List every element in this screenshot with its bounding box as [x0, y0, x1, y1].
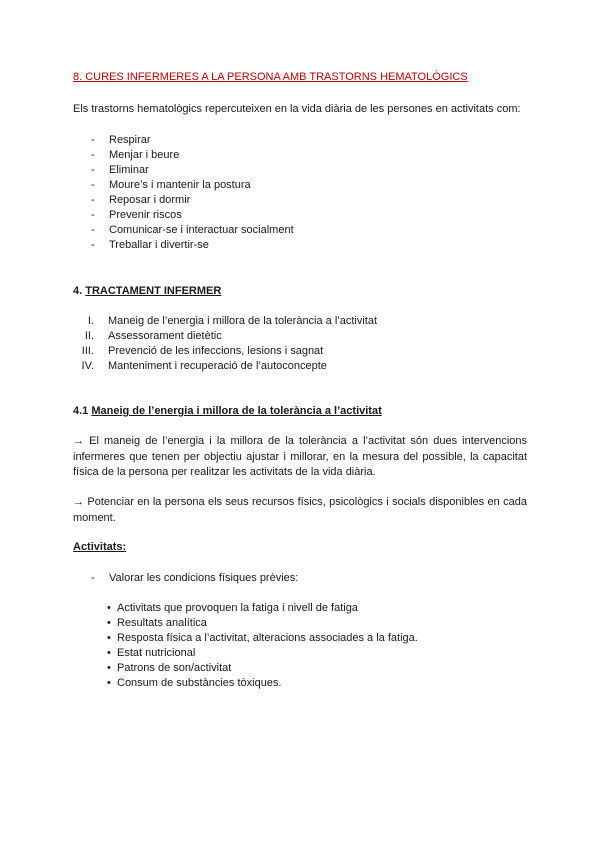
bullet-marker: • — [107, 602, 111, 614]
list-item: - Moure’s i mantenir la postura — [91, 179, 251, 191]
list-item: - Respirar — [91, 134, 151, 146]
dash-marker: - — [91, 224, 95, 236]
bullet-marker: • — [107, 647, 111, 659]
list-item: - Eliminar — [91, 164, 149, 176]
dash-marker: - — [91, 164, 95, 176]
dash-marker: - — [91, 194, 95, 206]
paragraph-energy-management: → El maneig de l’energia i la millora de la tolerància a l’activitat són dues intervencions infermeres que tenen per objectiu ajustar i millorar, en la mesura del possible, la capacitat física de la persona per realitzar les activitats de la vida diària. — [73, 435, 527, 478]
bullet-item: • Estat nutricional — [107, 647, 196, 659]
list-item: - Comunicar-se i interactuar socialment — [91, 224, 294, 236]
dash-marker: - — [91, 149, 95, 161]
sub-list-item: - Valorar les condicions físiques prèvies: — [91, 572, 299, 584]
paragraph-resources: → Potenciar en la persona els seus recursos físics, psicològics i socials disponibles en cada moment. — [73, 496, 527, 524]
bullet-marker: • — [107, 677, 111, 689]
bullet-item: • Resposta física a l’activitat, alteracions associades a la fatiga. — [107, 632, 418, 644]
list-item: - Treballar i divertir-se — [91, 239, 209, 251]
section-4-1-heading: 4.1 Maneig de l’energia i millora de la tolerància a l’activitat — [73, 405, 382, 417]
dash-marker: - — [91, 572, 95, 584]
bullet-marker: • — [107, 662, 111, 674]
list-item: - Menjar i beure — [91, 149, 180, 161]
roman-list-item: II. Assessorament dietètic — [84, 330, 222, 342]
bullet-marker: • — [107, 632, 111, 644]
section-8-title: 8. CURES INFERMERES A LA PERSONA AMB TRASTORNS HEMATOLÒGICS — [73, 71, 468, 83]
dash-marker: - — [91, 239, 95, 251]
bullet-marker: • — [107, 617, 111, 629]
roman-list-item: I. Maneig de l’energia i millora de la tolerància a l’activitat — [87, 315, 378, 327]
section-4-heading: 4. TRACTAMENT INFERMER — [73, 285, 222, 297]
list-item: - Reposar i dormir — [91, 194, 191, 206]
dash-marker: - — [91, 179, 95, 191]
roman-list-item: III. Prevenció de les infeccions, lesions i sagnat — [81, 345, 324, 357]
roman-list-item: IV. Manteniment i recuperació de l’autoconcepte — [81, 360, 327, 372]
activitats-heading: Activitats: — [73, 541, 127, 553]
list-item: - Prevenir riscos — [91, 209, 182, 221]
bullet-item: • Activitats que provoquen la fatiga i nivell de fatiga — [107, 602, 358, 614]
intro-paragraph: Els trastorns hematològics repercuteixen en la vida diària de les persones en activitats com: — [73, 103, 521, 115]
dash-marker: - — [91, 134, 95, 146]
bullet-item: • Patrons de son/activitat — [107, 662, 232, 674]
bullet-item: • Resultats analítica — [107, 617, 207, 629]
dash-marker: - — [91, 209, 95, 221]
bullet-item: • Consum de substàncies tòxiques. — [107, 677, 282, 689]
